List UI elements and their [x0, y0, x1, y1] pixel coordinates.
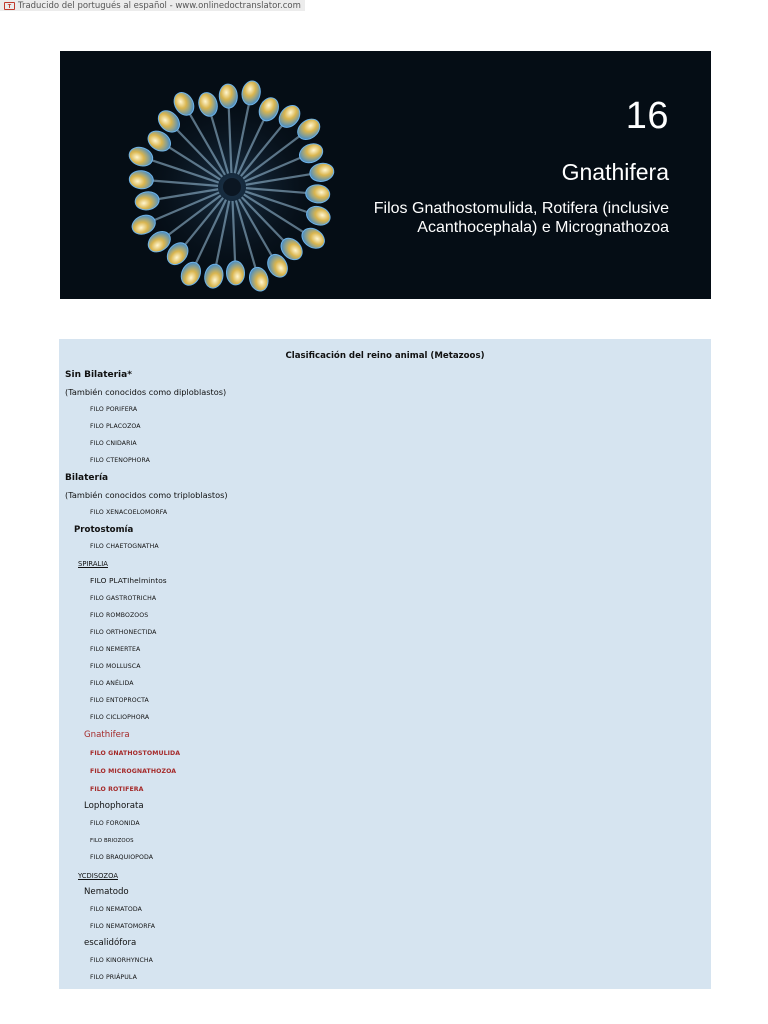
- chapter-number: 16: [625, 95, 669, 137]
- translation-banner-text: Traducido del portugués al español - www.onlinedoctranslator.com: [18, 0, 301, 11]
- chapter-subtitle: Filos Gnathostomulida, Rotifera (inclusive Acanthocephala) e Micrognathozoa: [373, 200, 669, 236]
- chapter-title: Gnathifera: [561, 159, 669, 185]
- group-heading-highlight: Gnathifera: [84, 730, 130, 740]
- phylum-item: FILO BRIOZOOS: [90, 838, 134, 844]
- phylum-item: FILO CICLIOPHORA: [90, 714, 150, 721]
- phylum-item: FILO KINORHYNCHA: [90, 957, 153, 964]
- phylum-item: FILO ROMBOZOOS: [90, 612, 149, 619]
- phylum-item-highlight: FILO ROTIFERA: [90, 786, 144, 793]
- subgroup-heading: Protostomía: [74, 525, 134, 535]
- phylum-item: FILO ANÉLIDA: [90, 680, 134, 687]
- phylum-item: FILO NEMATODA: [90, 906, 142, 913]
- phylum-item: FILO NEMATOMORFA: [90, 923, 156, 930]
- phylum-item: FILO NEMERTEA: [90, 646, 141, 653]
- rotifer-colony-image: [122, 77, 342, 297]
- phylum-item: FILO CHAETOGNATHA: [90, 543, 159, 550]
- clade-heading: SPIRALIA: [78, 560, 108, 568]
- phylum-item: FILO XENACOELOMORFA: [90, 509, 168, 516]
- phylum-item: FILO PORIFERA: [90, 406, 138, 413]
- section-note: (También conocidos como triploblastos): [65, 490, 228, 500]
- phylum-item: FILO FORONIDA: [90, 820, 140, 827]
- phylum-item: FILO CTENOPHORA: [90, 457, 150, 464]
- classification-panel: [59, 339, 711, 989]
- phylum-item-highlight: FILO MICROGNATHOZOA: [90, 768, 177, 775]
- phylum-item: FILO ENTOPROCTA: [90, 697, 149, 704]
- translator-logo-icon: T: [4, 2, 15, 10]
- phylum-item: FILO BRAQUIOPODA: [90, 854, 154, 861]
- chapter-hero: [60, 51, 711, 299]
- phylum-item: FILO PRIÁPULA: [90, 974, 137, 981]
- phylum-item: FILO PLATIhelmintos: [90, 576, 167, 585]
- translation-banner[interactable]: [0, 0, 305, 11]
- phylum-item: FILO ORTHONECTIDA: [90, 629, 157, 636]
- group-heading: Lophophorata: [84, 801, 144, 811]
- phylum-item-highlight: FILO GNATHOSTOMULIDA: [90, 750, 181, 757]
- phylum-item: FILO GASTROTRICHA: [90, 595, 157, 602]
- classification-title: Clasificación del reino animal (Metazoos): [285, 351, 485, 361]
- group-heading: escalidófora: [84, 938, 137, 948]
- clade-heading: YCDISOZOA: [78, 872, 118, 880]
- section-heading: Bilatería: [65, 473, 109, 483]
- phylum-item: FILO PLACOZOA: [90, 423, 141, 430]
- group-heading: Nematodo: [84, 887, 129, 897]
- section-heading: Sin Bilateria*: [65, 370, 132, 380]
- phylum-item: FILO CNIDARIA: [90, 440, 137, 447]
- section-note: (También conocidos como diploblastos): [65, 387, 227, 397]
- phylum-item: FILO MOLLUSCA: [90, 663, 141, 670]
